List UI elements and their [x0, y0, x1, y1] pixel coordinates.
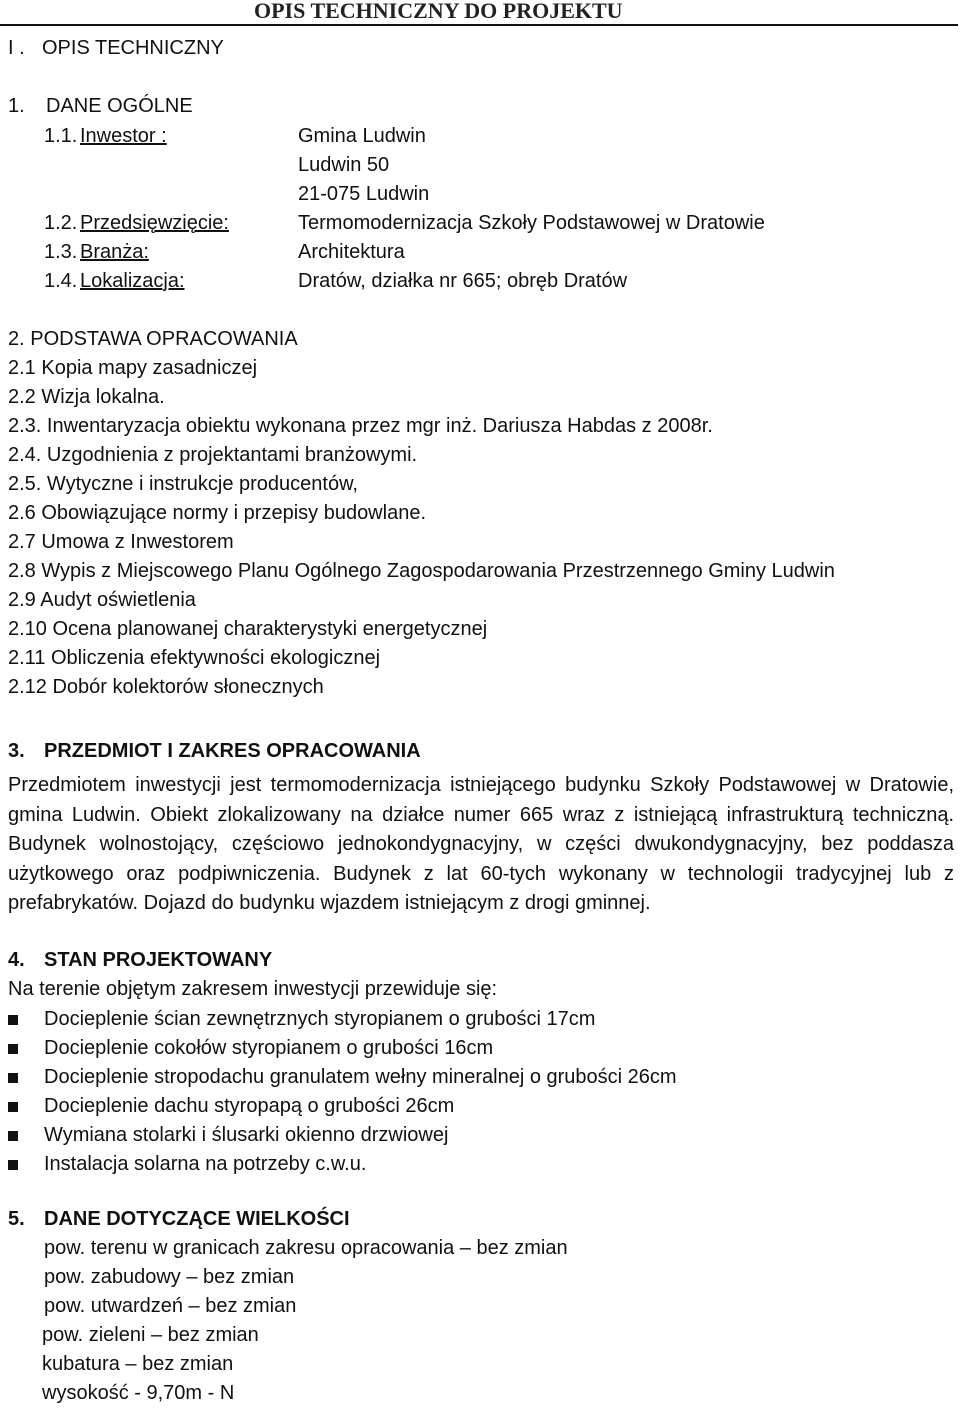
bullet-square-icon [8, 1102, 18, 1112]
section-2-title: 2. PODSTAWA OPRACOWANIA [8, 328, 298, 350]
item-label: Branża: [80, 241, 149, 263]
item-value: Architektura [298, 241, 405, 263]
bullet-item: Docieplenie ścian zewnętrznych styropianem o grubości 17cm [44, 1008, 596, 1030]
section-3-title: PRZEDMIOT I ZAKRES OPRACOWANIA [44, 740, 421, 762]
quantity-item: kubatura – bez zmian [42, 1353, 234, 1375]
list-item: 2.1 Kopia mapy zasadniczej [8, 357, 258, 379]
item-number: 1.4. [44, 270, 78, 292]
list-item: 2.7 Umowa z Inwestorem [8, 531, 234, 553]
section-3-number: 3. [8, 740, 25, 762]
list-item: 2.9 Audyt oświetlenia [8, 589, 196, 611]
item-label: Lokalizacja: [80, 270, 185, 292]
item-label: Inwestor : [80, 125, 167, 147]
item-label: Przedsięwzięcie: [80, 212, 229, 234]
item-value: Ludwin 50 [298, 154, 390, 176]
list-item: 2.8 Wypis z Miejscowego Planu Ogólnego Zagospodarowania Przestrzennego Gminy Ludwin [8, 560, 835, 582]
list-item: 2.6 Obowiązujące normy i przepisy budowlane. [8, 502, 426, 524]
list-item: 2.3. Inwentaryzacja obiektu wykonana przez mgr inż. Dariusza Habdas z 2008r. [8, 415, 713, 437]
list-item: 2.11 Obliczenia efektywności ekologicznej [8, 647, 381, 669]
item-number: 1.3. [44, 241, 78, 263]
bullet-item: Docieplenie dachu styropapą o grubości 26cm [44, 1095, 455, 1117]
list-item: 2.12 Dobór kolektorów słonecznych [8, 676, 324, 698]
bullet-square-icon [8, 1073, 18, 1083]
section-i-title: OPIS TECHNICZNY [42, 37, 224, 59]
bullet-square-icon [8, 1131, 18, 1141]
list-item: 2.10 Ocena planowanej charakterystyki energetycznej [8, 618, 488, 640]
document-header-title: OPIS TECHNICZNY DO PROJEKTU [254, 0, 623, 23]
item-value: Gmina Ludwin [298, 125, 426, 147]
section-4-title: STAN PROJEKTOWANY [44, 949, 273, 971]
bullet-item: Wymiana stolarki i ślusarki okienno drzwiowej [44, 1124, 449, 1146]
quantity-item: pow. zabudowy – bez zmian [44, 1266, 295, 1288]
bullet-item: Instalacja solarna na potrzeby c.w.u. [44, 1153, 367, 1175]
item-value: Termomodernizacja Szkoły Podstawowej w Dratowie [298, 212, 765, 234]
section-4-intro: Na terenie objętym zakresem inwestycji przewiduje się: [8, 978, 498, 1000]
list-item: 2.2 Wizja lokalna. [8, 386, 165, 408]
bullet-square-icon [8, 1015, 18, 1025]
bullet-item: Docieplenie cokołów styropianem o grubości 16cm [44, 1037, 494, 1059]
section-3-paragraph: Przedmiotem inwestycji jest termomodernizacja istniejącego budynku Szkoły Podstawowej w Dratowie, gmina Ludwin. Obiekt zlokalizowany na działce numer 665 wraz z istniejącą infrastrukturą techniczną. Budynek wolnostojący, częściowo jednokondygnacyjny, w części dwukondygnacyjny, bez poddasza użytkowego oraz podpiwniczenia. Budynek z lat 60-tych wykonany w technologii tradycyjnej lub z prefabrykatów. Dojazd do budynku wjazdem istniejącym z drogi gminnej. [8, 774, 954, 915]
section-1-number: 1. [8, 95, 25, 117]
list-item: 2.5. Wytyczne i instrukcje producentów, [8, 473, 358, 495]
section-4-number: 4. [8, 949, 25, 971]
item-value: Dratów, działka nr 665; obręb Dratów [298, 270, 628, 292]
quantity-item: pow. zieleni – bez zmian [42, 1324, 259, 1346]
quantity-item: wysokość - 9,70m - N [42, 1382, 235, 1404]
bullet-square-icon [8, 1160, 18, 1170]
quantity-item: pow. terenu w granicach zakresu opracowania – bez zmian [44, 1237, 568, 1259]
quantity-item: pow. utwardzeń – bez zmian [44, 1295, 297, 1317]
section-5-number: 5. [8, 1208, 25, 1230]
section-1-title: DANE OGÓLNE [46, 95, 193, 117]
section-5-title: DANE DOTYCZĄCE WIELKOŚCI [44, 1208, 350, 1230]
section-i-number: I . [8, 37, 25, 59]
item-number: 1.2. [44, 212, 78, 234]
header-rule [0, 24, 958, 26]
bullet-item: Docieplenie stropodachu granulatem wełny mineralnej o grubości 26cm [44, 1066, 677, 1088]
bullet-square-icon [8, 1044, 18, 1054]
list-item: 2.4. Uzgodnienia z projektantami branżowymi. [8, 444, 418, 466]
item-value: 21-075 Ludwin [298, 183, 430, 205]
item-number: 1.1. [44, 125, 78, 147]
